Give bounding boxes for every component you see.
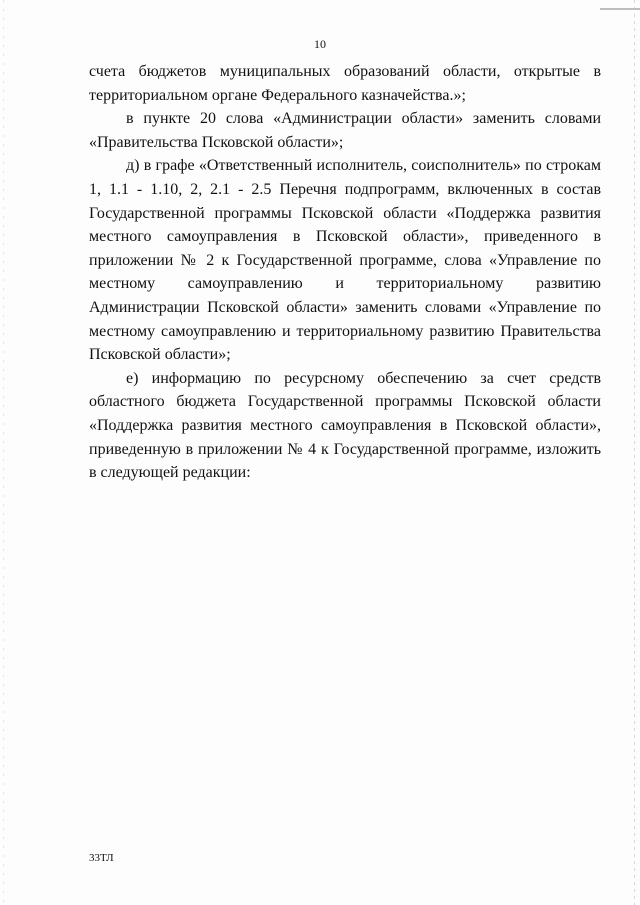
paragraph-continuation: счета бюджетов муниципальных образований области, открытые в территориальном органе Федерального казначейства.»; — [89, 63, 601, 104]
page-number: 10 — [314, 37, 326, 51]
paragraph-item-point-20: в пункте 20 слова «Администрации области» заменить словами «Правительства Псковской области»; — [89, 110, 601, 151]
paragraph-item-e: е) информацию по ресурсному обеспечению за счет средств областного бюджета Государственной программы Псковской области «Поддержка развития местного самоуправления в Псковской области», приведенную в приложении № 4 к Государственной программе, изложить в следующей редакции: — [89, 369, 601, 482]
scan-edge-left — [3, 0, 4, 905]
scan-mark — [600, 8, 640, 10]
paragraph-item-d: д) в графе «Ответственный исполнитель, соисполнитель» по строкам 1, 1.1 - 1.10, 2, 2.1 - 2.5 Перечня подпрограмм, включенных в состав Государственной программы Псковской области «Поддержка развития местного самоуправления в Псковской области», приведенного в приложении № 2 к Государственной программе, слова «Управление по местному самоуправлению и территориальному развитию Администрации Псковской области» заменить словами «Управление по местному самоуправлению и территориальному развитию Правительства Псковской области»; — [89, 157, 601, 364]
document-body — [89, 60, 601, 485]
footer-code: 33ТЛ — [89, 852, 114, 864]
scan-edge-right — [634, 0, 635, 905]
